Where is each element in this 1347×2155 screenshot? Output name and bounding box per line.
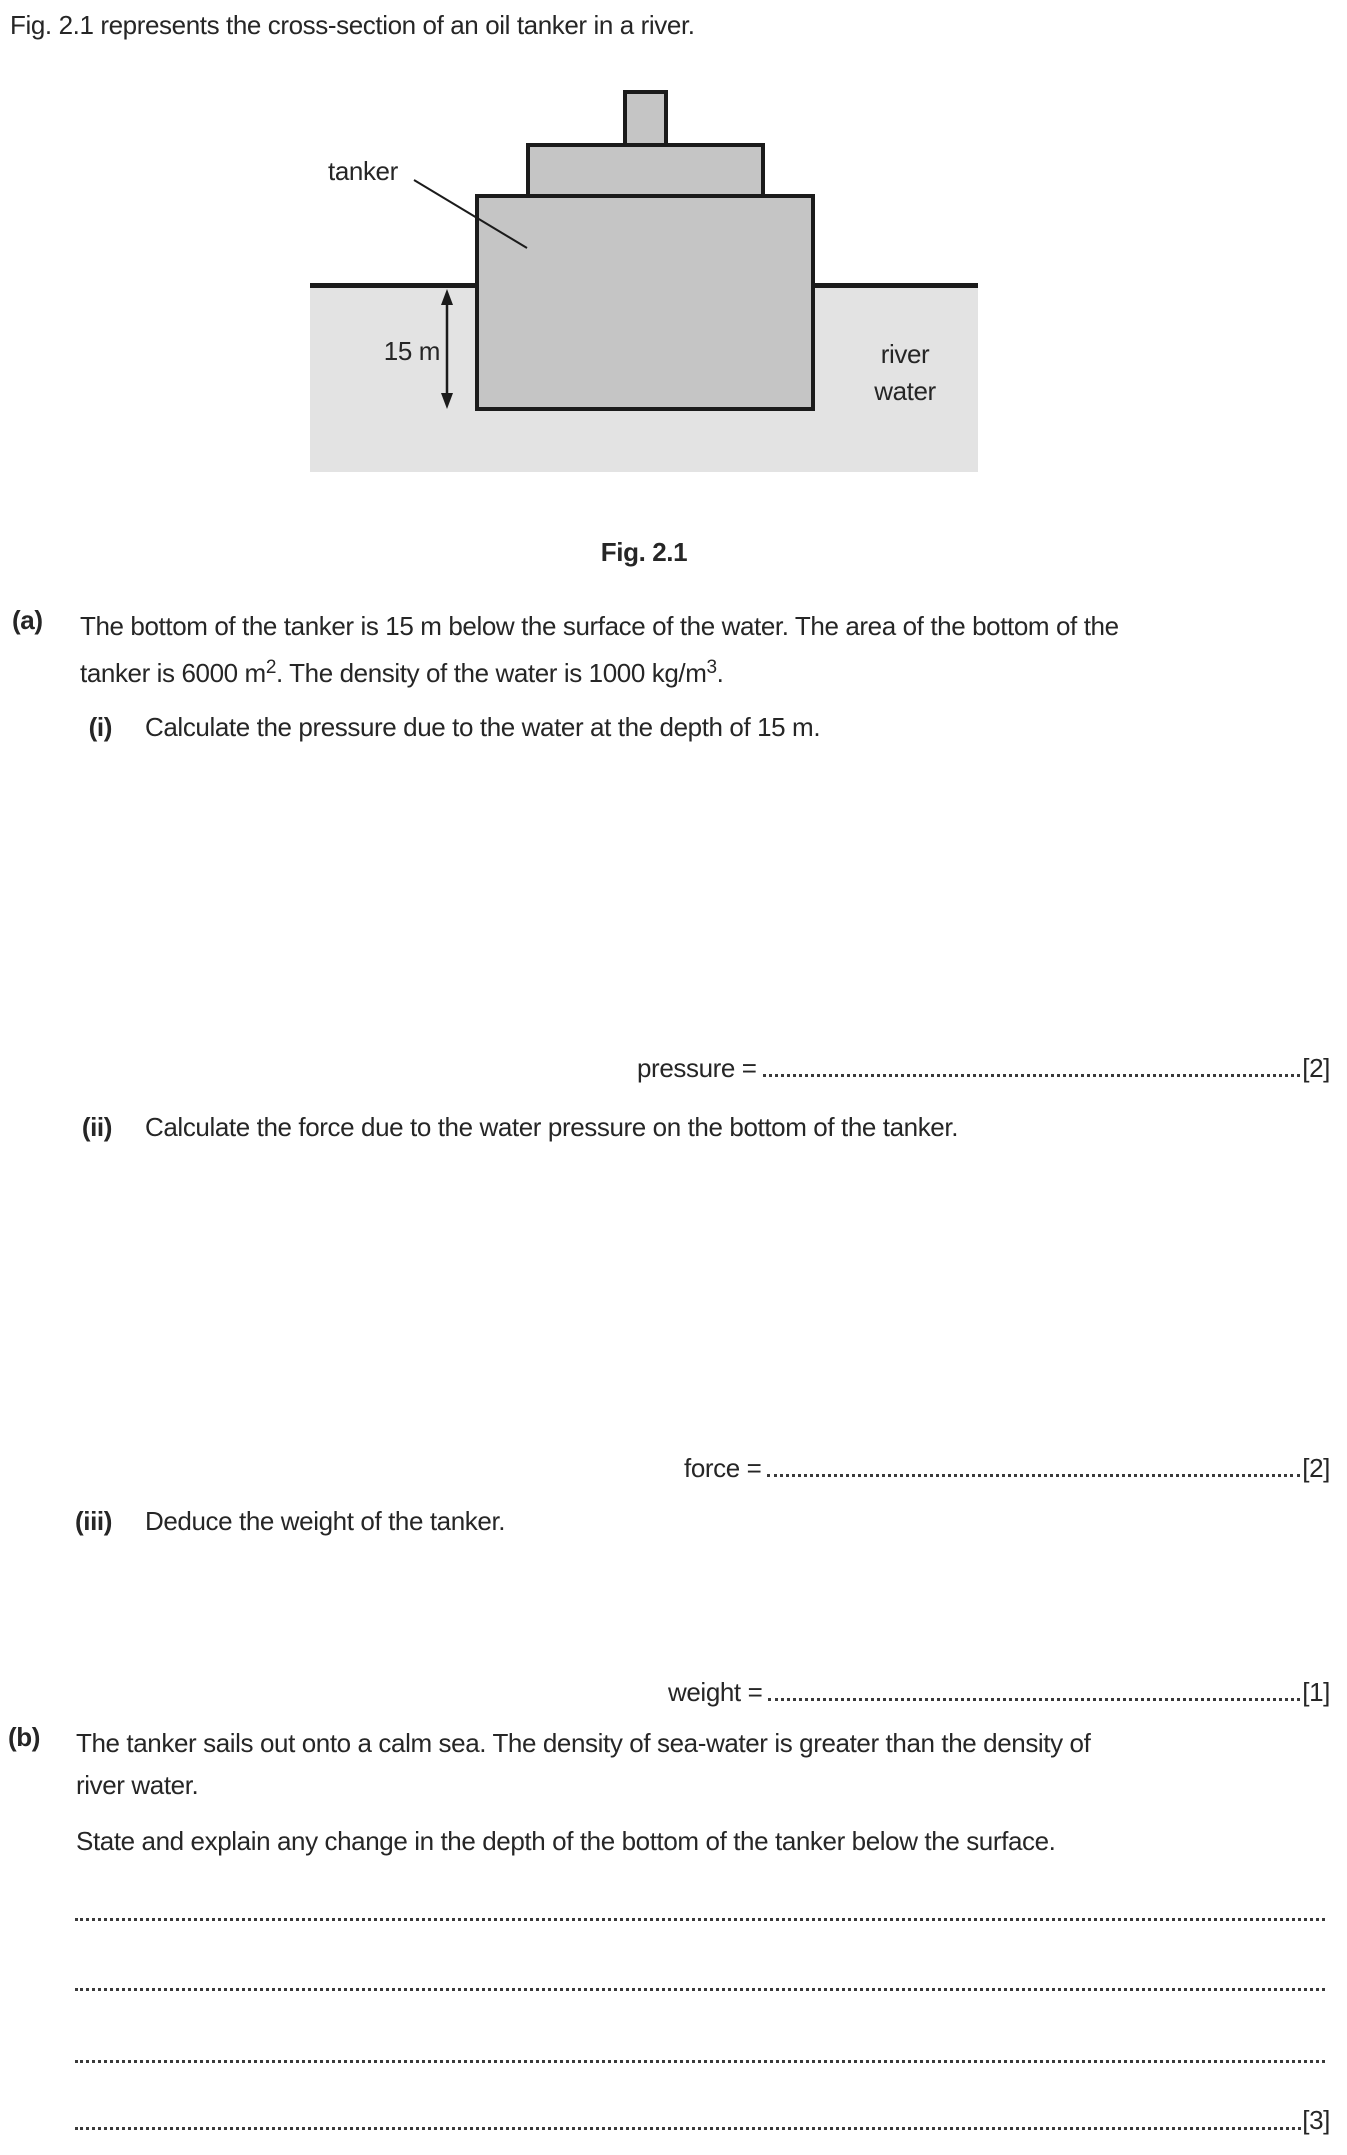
part-b-text	[76, 1722, 1336, 1806]
part-b-text-line2: river water.	[76, 1770, 199, 1800]
part-a-text-line1: The bottom of the tanker is 15 m below the surface of the water. The area of the bottom of the	[80, 611, 1119, 641]
river-water-label-line2: water	[874, 376, 936, 406]
tanker-hull-shape	[475, 194, 815, 411]
force-mark: [2]	[1302, 1453, 1330, 1483]
figure-caption: Fig. 2.1	[600, 537, 688, 567]
tanker-funnel-shape	[623, 90, 668, 147]
part-a-text-line2-seg: . The density of the water is 1000 kg/m	[275, 658, 707, 688]
part-a-text-line2	[80, 647, 1335, 694]
part-b-label: (b)	[8, 1722, 40, 1752]
part-a-iii-label: (iii)	[75, 1506, 112, 1536]
force-answer-dots	[767, 1474, 1300, 1477]
pressure-answer-label: pressure =	[637, 1053, 757, 1083]
force-answer-label: force =	[684, 1453, 762, 1483]
weight-answer-label: weight =	[668, 1677, 763, 1707]
part-a-text-line2-seg: .	[716, 658, 724, 688]
answer-line-2	[75, 1988, 1325, 1991]
answer-line-4-dots	[75, 2127, 1301, 2130]
weight-mark: [1]	[1302, 1677, 1330, 1707]
force-answer-line	[684, 1448, 1330, 1484]
pressure-answer-dots	[763, 1074, 1301, 1077]
answer-line-1	[75, 1918, 1325, 1921]
tanker-label: tanker	[328, 156, 398, 186]
part-b-text-line1: The tanker sails out onto a calm sea. The density of sea-water is greater than the density of	[76, 1728, 1091, 1758]
part-a-i-text: Calculate the pressure due to the water at the depth of 15 m.	[145, 712, 821, 742]
weight-answer-line	[668, 1672, 1330, 1708]
answer-line-4	[75, 2102, 1330, 2136]
answer-line-3	[75, 2060, 1325, 2063]
intro-text: Fig. 2.1 represents the cross-section of an oil tanker in a river.	[10, 10, 695, 40]
depth-label: 15 m	[383, 336, 440, 366]
part-b-mark: [3]	[1302, 2105, 1330, 2135]
river-water-label-line1: river	[880, 339, 930, 369]
part-a-ii-text: Calculate the force due to the water pressure on the bottom of the tanker.	[145, 1112, 959, 1142]
part-a-text-line2-seg: tanker is 6000 m	[80, 658, 266, 688]
superscript-3: 3	[706, 657, 717, 678]
part-a-text	[80, 605, 1335, 694]
pressure-mark: [2]	[1302, 1053, 1330, 1083]
pressure-answer-line	[637, 1048, 1330, 1084]
tanker-superstructure-shape	[526, 143, 765, 198]
superscript-2: 2	[265, 657, 276, 678]
river-water-label	[830, 336, 980, 410]
part-a-i-label: (i)	[88, 712, 112, 742]
part-a-label: (a)	[12, 605, 43, 635]
part-b-prompt: State and explain any change in the depth of the bottom of the tanker below the surface.	[76, 1826, 1056, 1856]
weight-answer-dots	[768, 1698, 1300, 1701]
part-a-iii-text: Deduce the weight of the tanker.	[145, 1506, 506, 1536]
part-a-ii-label: (ii)	[81, 1112, 112, 1142]
